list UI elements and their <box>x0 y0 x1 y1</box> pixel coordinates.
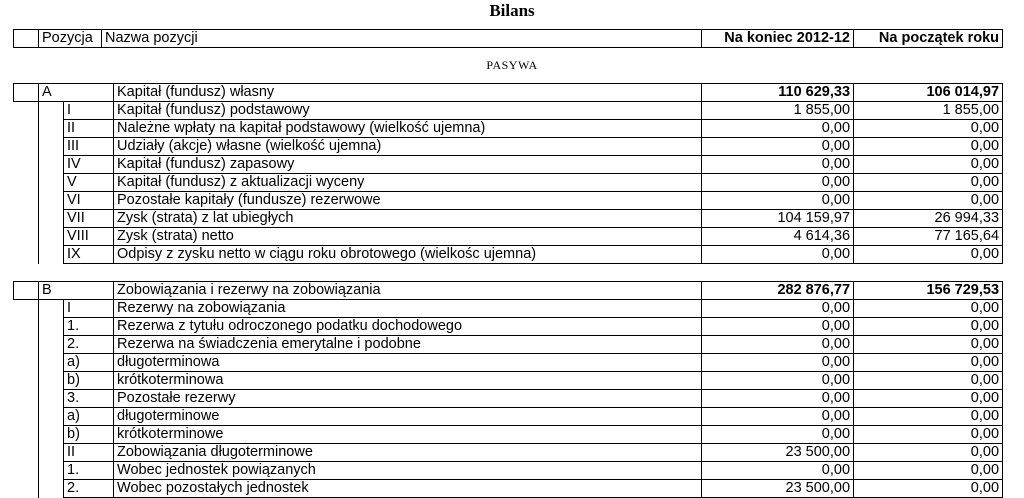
group-code: A <box>39 84 114 102</box>
row-indent <box>39 354 64 372</box>
row-indent <box>14 372 39 390</box>
row-indent <box>39 228 64 246</box>
row-koniec: 0,00 <box>702 354 854 372</box>
row-indent <box>14 408 39 426</box>
row-name: krótkoterminowa <box>114 372 702 390</box>
row-indent <box>39 336 64 354</box>
row-indent <box>39 372 64 390</box>
table-row <box>14 372 1003 390</box>
group-koniec: 110 629,33 <box>702 84 854 102</box>
row-indent <box>39 138 64 156</box>
row-code: VI <box>64 192 114 210</box>
row-name: Zobowiązania długoterminowe <box>114 444 702 462</box>
row-name: Pozostałe rezerwy <box>114 390 702 408</box>
table-row <box>14 246 1003 264</box>
row-indent <box>14 174 39 192</box>
row-koniec: 0,00 <box>702 174 854 192</box>
row-indent <box>14 462 39 480</box>
row-koniec: 23 500,00 <box>702 480 854 498</box>
row-name: Wobec jednostek powiązanych <box>114 462 702 480</box>
row-indent <box>39 174 64 192</box>
row-indent <box>14 480 39 498</box>
row-name: długoterminowe <box>114 408 702 426</box>
group-name: Kapitał (fundusz) własny <box>114 84 702 102</box>
row-indent <box>39 408 64 426</box>
row-koniec: 0,00 <box>702 462 854 480</box>
row-code: a) <box>64 354 114 372</box>
group-spacer <box>14 84 39 102</box>
row-name: Zysk (strata) z lat ubiegłych <box>114 210 702 228</box>
row-poczatek: 0,00 <box>854 462 1003 480</box>
header-spacer <box>14 30 39 48</box>
table-row <box>14 102 1003 120</box>
row-koniec: 0,00 <box>702 246 854 264</box>
row-poczatek: 0,00 <box>854 138 1003 156</box>
group-koniec: 282 876,77 <box>702 282 854 300</box>
row-code: II <box>64 120 114 138</box>
row-poczatek: 0,00 <box>854 336 1003 354</box>
row-koniec: 0,00 <box>702 408 854 426</box>
row-indent <box>39 246 64 264</box>
row-code: IV <box>64 156 114 174</box>
row-name: krótkoterminowe <box>114 426 702 444</box>
row-poczatek: 0,00 <box>854 246 1003 264</box>
row-poczatek: 0,00 <box>854 408 1003 426</box>
row-indent <box>39 426 64 444</box>
row-koniec: 0,00 <box>702 390 854 408</box>
row-indent <box>14 426 39 444</box>
row-name: Rezerwy na zobowiązania <box>114 300 702 318</box>
row-poczatek: 0,00 <box>854 120 1003 138</box>
group-row <box>14 84 1003 102</box>
row-poczatek: 0,00 <box>854 372 1003 390</box>
page-title: Bilans <box>489 1 535 20</box>
row-indent <box>39 300 64 318</box>
row-koniec: 23 500,00 <box>702 444 854 462</box>
row-indent <box>14 138 39 156</box>
table-row <box>14 390 1003 408</box>
row-code: 2. <box>64 480 114 498</box>
row-indent <box>39 120 64 138</box>
row-code: VIII <box>64 228 114 246</box>
row-indent <box>14 444 39 462</box>
header-table <box>13 29 1003 48</box>
row-koniec: 0,00 <box>702 156 854 174</box>
table-row <box>14 426 1003 444</box>
table-row <box>14 120 1003 138</box>
group-code: B <box>39 282 114 300</box>
group-spacer <box>14 282 39 300</box>
table-row <box>14 318 1003 336</box>
row-indent <box>14 336 39 354</box>
group-poczatek: 106 014,97 <box>854 84 1003 102</box>
group-row <box>14 282 1003 300</box>
row-indent <box>14 390 39 408</box>
table-row <box>14 300 1003 318</box>
row-koniec: 0,00 <box>702 192 854 210</box>
row-koniec: 0,00 <box>702 426 854 444</box>
row-code: II <box>64 444 114 462</box>
row-code: 3. <box>64 390 114 408</box>
row-code: I <box>64 102 114 120</box>
table-row <box>14 444 1003 462</box>
row-poczatek: 0,00 <box>854 300 1003 318</box>
row-name: Zysk (strata) netto <box>114 228 702 246</box>
row-poczatek: 1 855,00 <box>854 102 1003 120</box>
row-koniec: 4 614,36 <box>702 228 854 246</box>
row-name: Rezerwa z tytułu odroczonego podatku dochodowego <box>114 318 702 336</box>
row-indent <box>39 210 64 228</box>
row-indent <box>14 192 39 210</box>
row-poczatek: 0,00 <box>854 318 1003 336</box>
row-code: VII <box>64 210 114 228</box>
row-poczatek: 0,00 <box>854 390 1003 408</box>
group-name: Zobowiązania i rezerwy na zobowiązania <box>114 282 702 300</box>
row-code: 2. <box>64 336 114 354</box>
row-code: 1. <box>64 462 114 480</box>
row-indent <box>39 102 64 120</box>
row-poczatek: 0,00 <box>854 174 1003 192</box>
row-name: Pozostałe kapitały (fundusze) rezerwowe <box>114 192 702 210</box>
table-row <box>14 336 1003 354</box>
row-koniec: 0,00 <box>702 336 854 354</box>
row-name: Kapitał (fundusz) podstawowy <box>114 102 702 120</box>
row-code: V <box>64 174 114 192</box>
row-name: Udziały (akcje) własne (wielkość ujemna) <box>114 138 702 156</box>
group-b-table <box>13 281 1003 498</box>
row-name: Rezerwa na świadczenia emerytalne i podobne <box>114 336 702 354</box>
row-indent <box>14 156 39 174</box>
row-poczatek: 0,00 <box>854 192 1003 210</box>
row-poczatek: 26 994,33 <box>854 210 1003 228</box>
header-koniec: Na koniec 2012-12 <box>702 30 854 48</box>
row-koniec: 104 159,97 <box>702 210 854 228</box>
row-indent <box>14 210 39 228</box>
row-poczatek: 0,00 <box>854 156 1003 174</box>
row-indent <box>14 300 39 318</box>
section-title: PASYWA <box>486 58 538 72</box>
row-poczatek: 0,00 <box>854 354 1003 372</box>
row-indent <box>14 318 39 336</box>
row-code: b) <box>64 426 114 444</box>
row-code: b) <box>64 372 114 390</box>
row-name: długoterminowa <box>114 354 702 372</box>
row-indent <box>14 102 39 120</box>
header-pozycja: Pozycja <box>39 30 102 48</box>
row-koniec: 0,00 <box>702 120 854 138</box>
header-poczatek: Na początek roku <box>854 30 1003 48</box>
row-poczatek: 0,00 <box>854 426 1003 444</box>
row-code: IX <box>64 246 114 264</box>
header-nazwa: Nazwa pozycji <box>102 30 702 48</box>
row-indent <box>39 390 64 408</box>
table-row <box>14 192 1003 210</box>
row-name: Odpisy z zysku netto w ciągu roku obrotowego (wielkośc ujemna) <box>114 246 702 264</box>
row-koniec: 0,00 <box>702 318 854 336</box>
row-code: I <box>64 300 114 318</box>
header-row <box>14 30 1003 48</box>
table-row <box>14 228 1003 246</box>
row-indent <box>39 318 64 336</box>
row-indent <box>39 480 64 498</box>
row-indent <box>39 192 64 210</box>
row-indent <box>14 228 39 246</box>
table-row <box>14 354 1003 372</box>
row-name: Wobec pozostałych jednostek <box>114 480 702 498</box>
row-indent <box>14 246 39 264</box>
row-indent <box>39 444 64 462</box>
row-code: a) <box>64 408 114 426</box>
table-row <box>14 210 1003 228</box>
row-poczatek: 0,00 <box>854 480 1003 498</box>
table-row <box>14 174 1003 192</box>
row-indent <box>14 354 39 372</box>
table-row <box>14 156 1003 174</box>
table-row <box>14 462 1003 480</box>
row-code: 1. <box>64 318 114 336</box>
row-name: Należne wpłaty na kapitał podstawowy (wielkość ujemna) <box>114 120 702 138</box>
row-koniec: 1 855,00 <box>702 102 854 120</box>
group-poczatek: 156 729,53 <box>854 282 1003 300</box>
row-name: Kapitał (fundusz) z aktualizacji wyceny <box>114 174 702 192</box>
row-poczatek: 0,00 <box>854 444 1003 462</box>
row-koniec: 0,00 <box>702 138 854 156</box>
row-indent <box>14 120 39 138</box>
row-poczatek: 77 165,64 <box>854 228 1003 246</box>
row-indent <box>39 156 64 174</box>
row-indent <box>39 462 64 480</box>
group-a-table <box>13 83 1003 264</box>
table-row <box>14 138 1003 156</box>
row-koniec: 0,00 <box>702 300 854 318</box>
table-row <box>14 480 1003 498</box>
row-code: III <box>64 138 114 156</box>
row-koniec: 0,00 <box>702 372 854 390</box>
row-name: Kapitał (fundusz) zapasowy <box>114 156 702 174</box>
table-row <box>14 408 1003 426</box>
